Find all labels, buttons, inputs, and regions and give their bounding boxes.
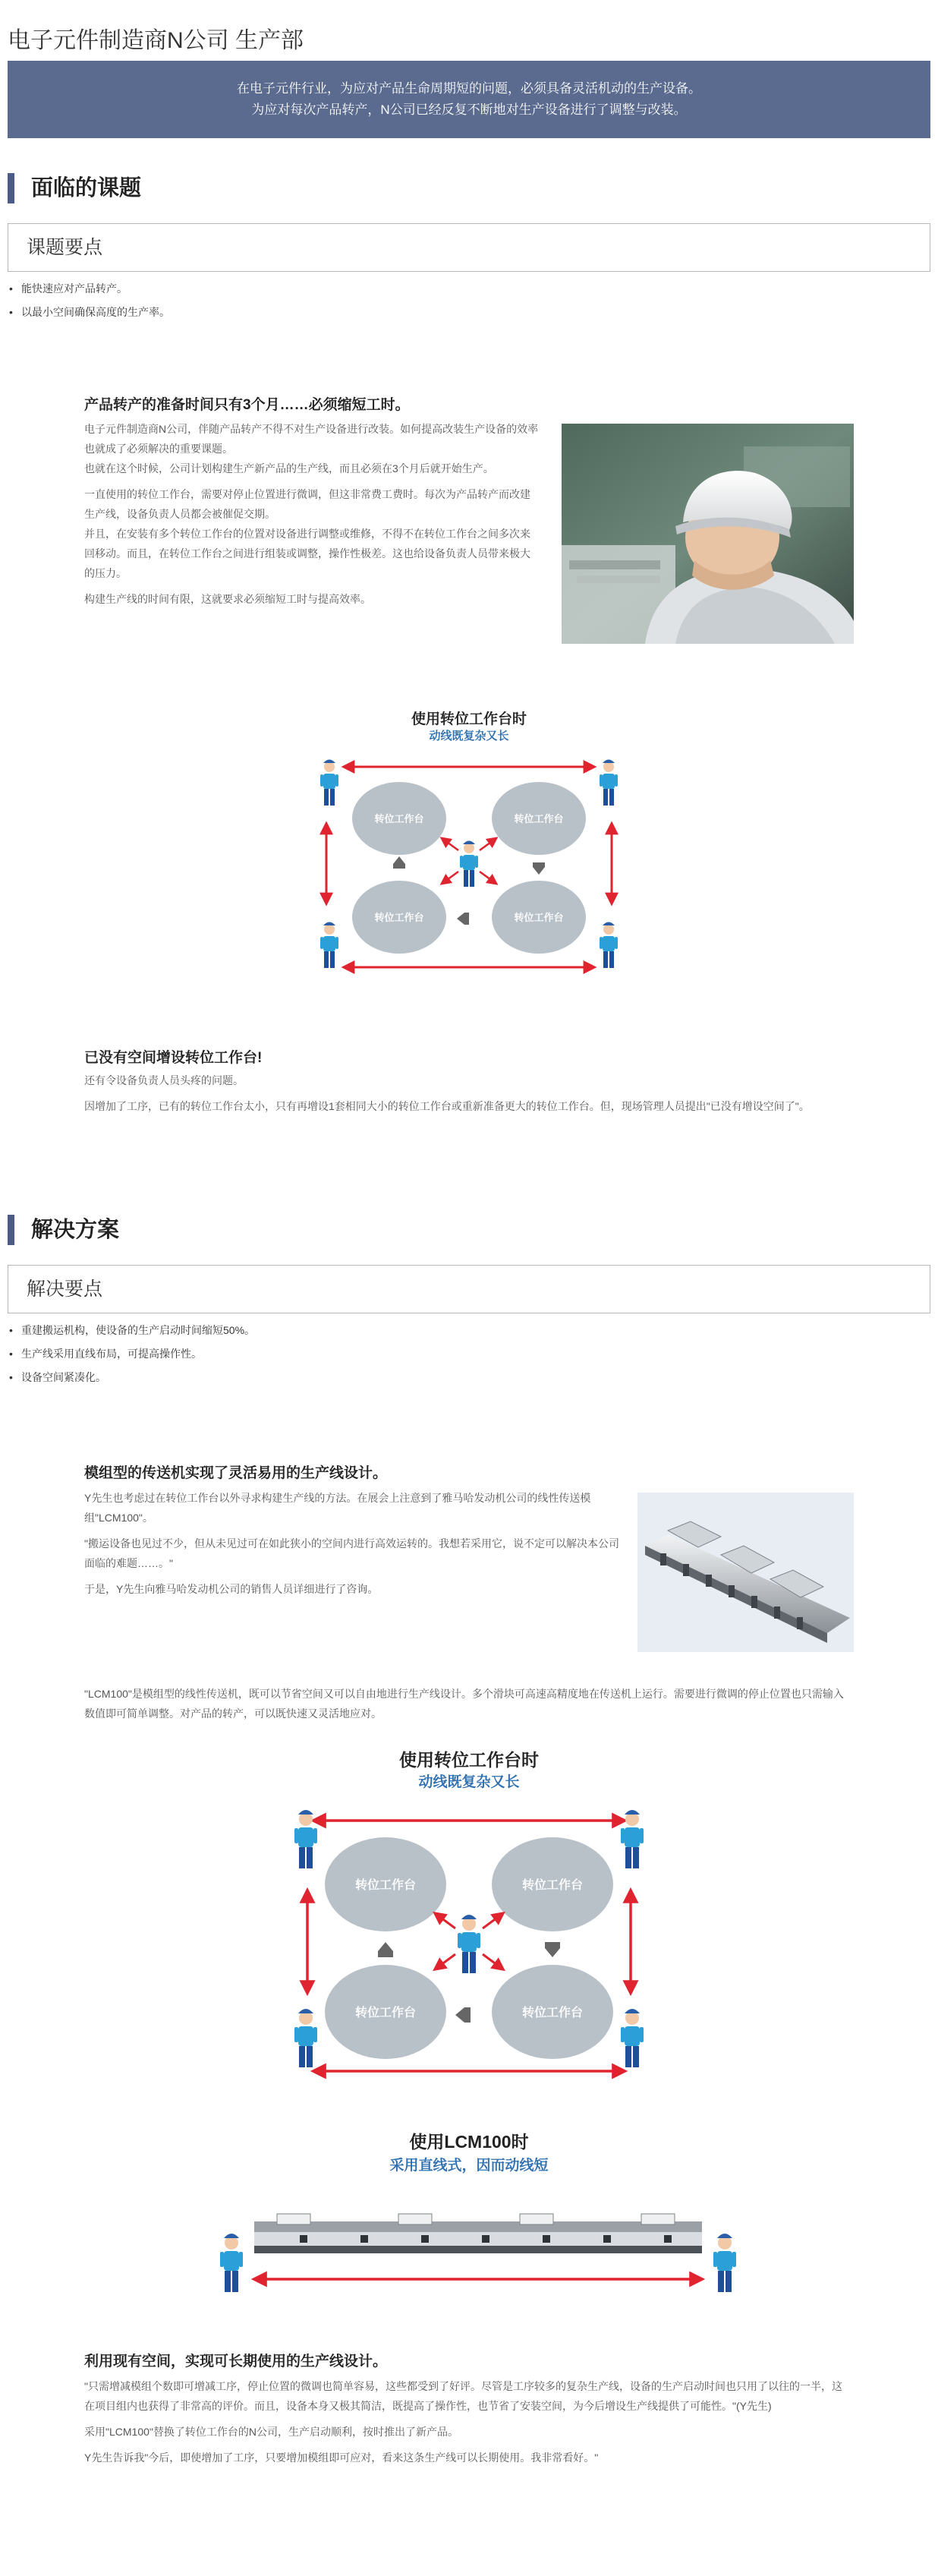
paragraph: Y先生也考虑过在转位工作台以外寻求构建生产线的方法。在展会上注意到了雅马哈发动机公司的线性传送模组"LCM100"。 <box>84 1492 591 1524</box>
challenge-block1-text <box>84 419 540 609</box>
lcm100-photo <box>637 1493 854 1652</box>
challenge-diagram-subtitle: 动线既复杂又长 <box>429 730 509 743</box>
challenge-diagram-title: 使用转位工作台时 <box>411 711 527 727</box>
intro-banner <box>8 61 930 138</box>
paragraph: 因增加了工序，已有的转位工作台太小，只有再增设1套相同大小的转位工作台或重新准备更大的转位工作台。但，现场管理人员提出"已没有增设空间了"。 <box>84 1100 810 1112</box>
challenges-bullets <box>8 277 170 324</box>
challenge-block2-title: 已没有空间增设转位工作台! <box>84 1050 263 1066</box>
index-table-label: 转位工作台 <box>354 1879 417 1892</box>
paragraph: Y先生告诉我"今后，即使增加了工序，只要增加模组即可应对，看来这条生产线可以长期使用。我非常看好。" <box>84 2451 599 2464</box>
solution-diagram2-subtitle: 采用直线式，因而动线短 <box>389 2158 549 2174</box>
banner-line-2: 为应对每次产品转产，N公司已经反复不断地对生产设备进行了调整与改装。 <box>251 102 687 117</box>
paragraph: 还有令设备负责人员头疼的问题。 <box>84 1074 244 1086</box>
paragraph: 电子元件制造商N公司，伴随产品转产不得不对生产设备进行改装。如何提高改装生产设备的效率也就成了必须解决的重要课题。 <box>84 423 539 455</box>
index-table-label: 转位工作台 <box>514 912 564 923</box>
paragraph: 采用"LCM100"替换了转位工作台的N公司，生产启动顺利，按时推出了新产品。 <box>84 2426 458 2438</box>
lcm100-rail <box>254 2221 702 2232</box>
solution-block1-text <box>84 1488 623 1599</box>
solution-bullet: • 生产线采用直线布局，可提高操作性。 <box>8 1342 255 1366</box>
solution-point-box: 解决要点 <box>8 1265 930 1313</box>
lcm100-rail <box>254 2246 702 2253</box>
index-table-label: 转位工作台 <box>374 813 424 825</box>
solution-diagram1-title: 使用转位工作台时 <box>399 1750 539 1770</box>
solution-block2-title: 利用现有空间，实现可长期使用的生产线设计。 <box>84 2354 388 2369</box>
index-table-label: 转位工作台 <box>354 2007 417 2019</box>
index-table-label: 转位工作台 <box>514 813 564 825</box>
index-table-label: 转位工作台 <box>374 912 424 923</box>
challenges-bullet: • 能快速应对产品转产。 <box>8 277 170 301</box>
challenges-point-box: 课题要点 <box>8 223 930 272</box>
challenges-bullet: • 以最小空间确保高度的生产率。 <box>8 301 170 324</box>
challenges-heading: 面临的课题 <box>8 173 141 203</box>
lcm100-rail <box>254 2232 702 2246</box>
solution-bullet: • 重建搬运机构，使设备的生产启动时间缩短50%。 <box>8 1319 255 1342</box>
solution-diagram1 <box>279 1792 659 2095</box>
solution-block2-text <box>84 2376 851 2467</box>
banner-line-1: 在电子元件行业，为应对产品生命周期短的问题，必须具备灵活机动的生产设备。 <box>237 81 701 96</box>
challenge-diagram <box>317 744 621 987</box>
solution-diagram2 <box>212 2194 744 2308</box>
paragraph: 一直使用的转位工作台，需要对停止位置进行微调，但这非常费工费时。每次为产品转产而改建生产线，设备负责人员都会被催促交期。 <box>84 488 530 520</box>
worker-photo <box>562 424 854 644</box>
solution-diagram2-title: 使用LCM100时 <box>409 2132 529 2152</box>
challenge-block1-title: 产品转产的准备时间只有3个月……必须缩短工时。 <box>84 397 410 413</box>
paragraph: "搬运设备也见过不少，但从未见过可在如此狭小的空间内进行高效运转的。我想若采用它，说不定可以解决本公司面临的难题……。" <box>84 1537 619 1569</box>
paragraph: 并且，在安装有多个转位工作台的位置对设备进行调整或维修，不得不在转位工作台之间多次来回移动。而且，在转位工作台之间进行组装或调整，操作性极差。这也给设备负责人员带来极大的压力。 <box>84 528 530 579</box>
solution-block1-title: 模组型的传送机实现了灵活易用的生产线设计。 <box>84 1465 388 1481</box>
solution-diagram1-subtitle: 动线既复杂又长 <box>418 1774 520 1790</box>
solution-heading: 解决方案 <box>8 1215 119 1245</box>
lcm100-description: "LCM100"是模组型的线性传送机，既可以节省空间又可以自由地进行生产线设计。多个滑块可高速高精度地在传送机上运行。需要进行微调的停止位置也只需输入数值即可简单调整。对产品的转产，可以既快速又灵活地应对。 <box>84 1688 844 1720</box>
paragraph: 也就在这个时候，公司计划构建生产新产品的生产线，而且必须在3个月后就开始生产。 <box>84 462 494 475</box>
index-table-label: 转位工作台 <box>521 2007 584 2019</box>
paragraph: "只需增减模组个数即可增减工序，停止位置的微调也简单容易，这些都受到了好评。尽管是工序较多的复杂生产线，设备的生产启动时间也只用了以往的一半，这在项目组内也获得了非常高的评价。而且，设备本身又极其简洁，既提高了操作性，也节省了安装空间，为今后增设生产线提供了可能性。"(Y先生) <box>84 2380 842 2412</box>
solution-bullets <box>8 1319 255 1389</box>
index-table-label: 转位工作台 <box>521 1879 584 1892</box>
solution-bullet: • 设备空间紧凑化。 <box>8 1366 255 1389</box>
paragraph: 于是，Y先生向雅马哈发动机公司的销售人员详细进行了咨询。 <box>84 1583 379 1595</box>
challenge-block2-text <box>84 1070 851 1116</box>
page-title: 电子元件制造商N公司 生产部 <box>8 28 304 53</box>
paragraph: 构建生产线的时间有限，这就要求必须缩短工时与提高效率。 <box>84 593 371 605</box>
